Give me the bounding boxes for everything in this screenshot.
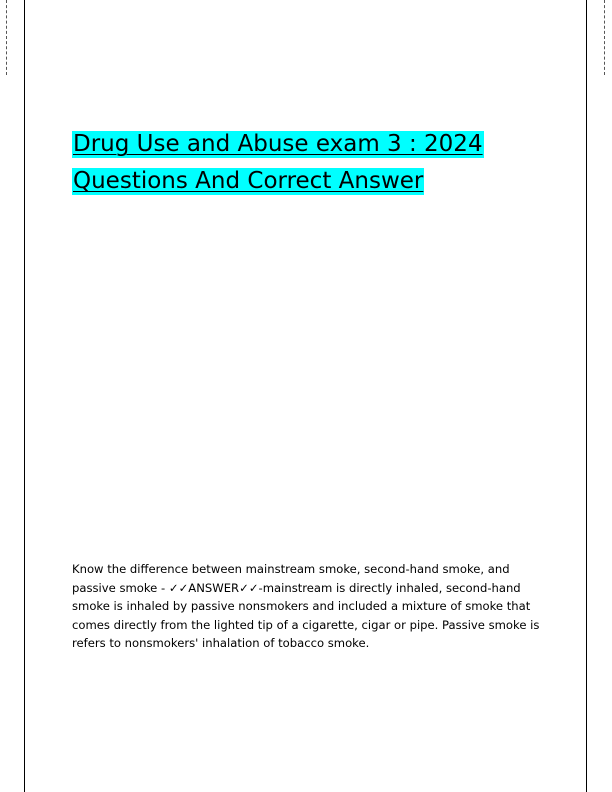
page-margin-guide-left <box>6 0 7 75</box>
page-border-right <box>586 0 587 792</box>
page-title <box>72 126 532 200</box>
page-border-left <box>24 0 25 792</box>
answer-text: -mainstream is directly inhaled, second-hand smoke is inhaled by passive nonsmokers and included a mixture of smoke that comes directly from the lighted tip of a cigarette, cigar or pipe. Passive smoke is refers to nonsmokers' inhalation of tobacco smoke. <box>72 580 540 650</box>
question-answer-item <box>72 560 540 653</box>
title-line-1: Drug Use and Abuse exam 3 : 2024 <box>73 131 483 157</box>
page-margin-guide-right <box>604 0 605 75</box>
answer-marker: ✓✓ANSWER✓✓ <box>168 580 259 595</box>
question-text: Know the difference between mainstream smoke, second-hand smoke, and passive smoke - <box>72 562 510 595</box>
title-line-2: Questions And Correct Answer <box>73 168 424 194</box>
